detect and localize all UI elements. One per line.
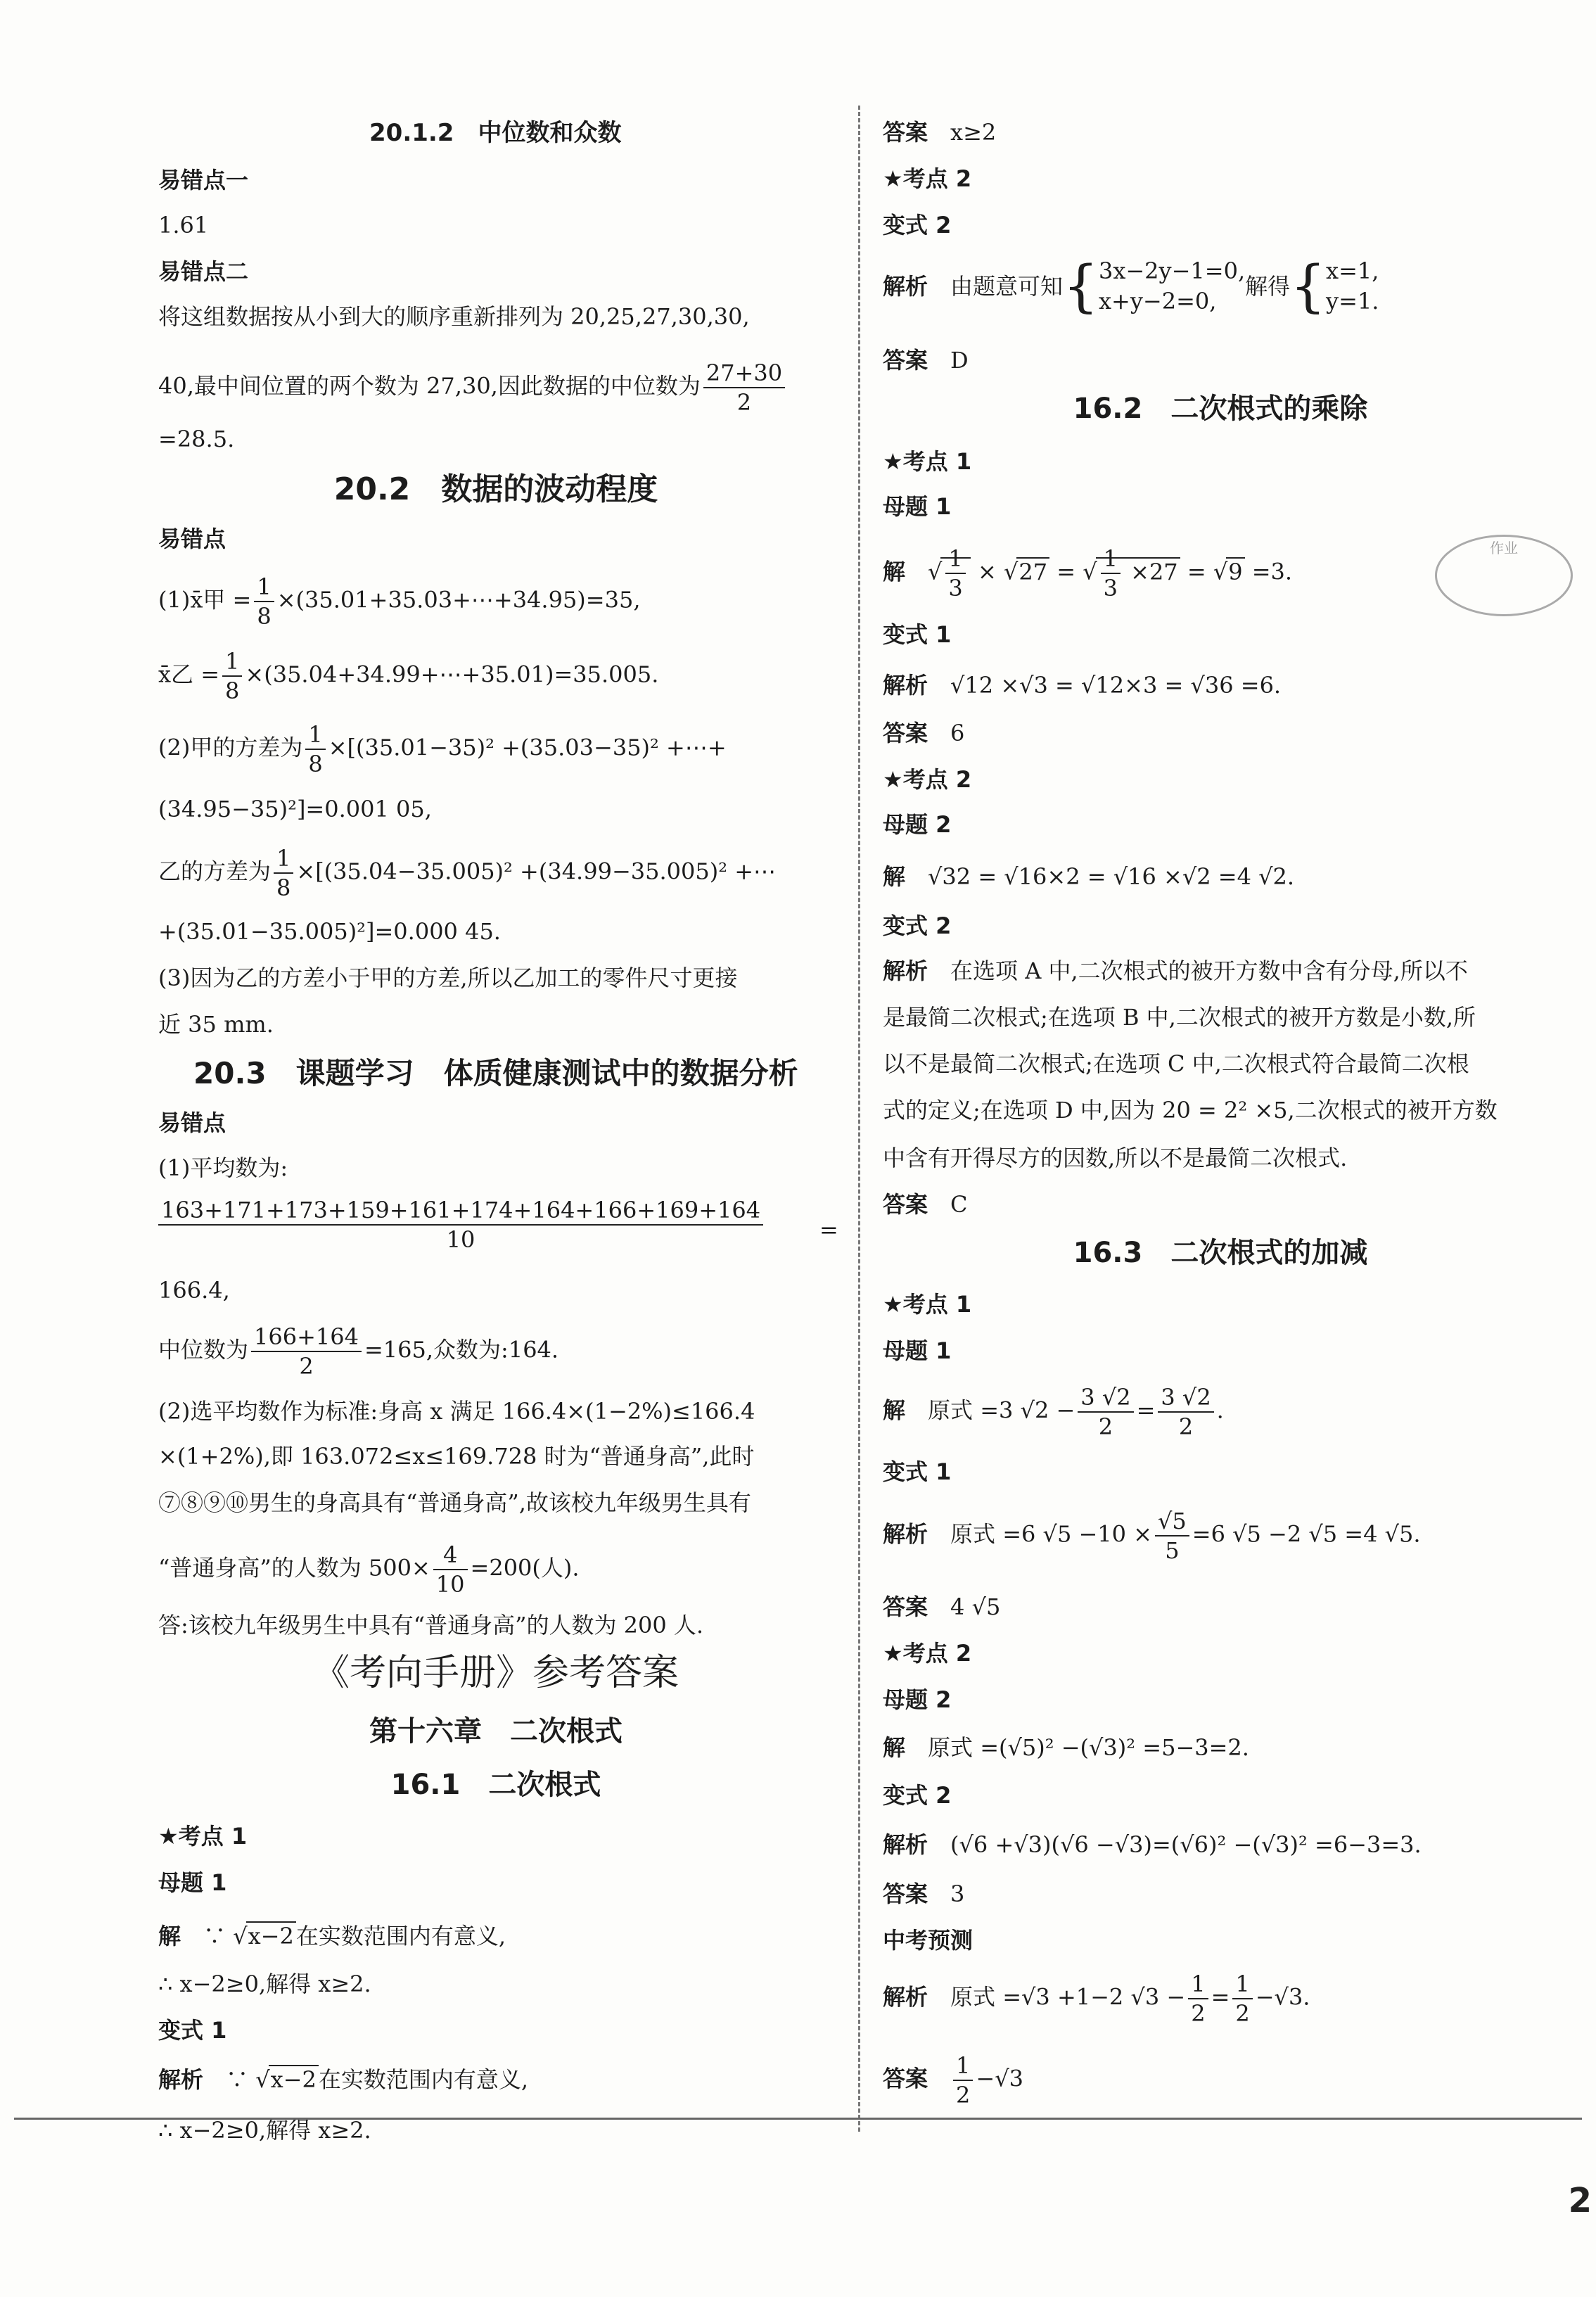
paragraph-line: 将这组数据按从小到大的顺序重新排列为 20,25,27,30,30, — [158, 303, 750, 330]
equals-sign: = — [819, 1216, 838, 1243]
section-heading: 20.1.2 中位数和众数 — [369, 119, 622, 147]
label: 中考预测 — [883, 1927, 973, 1954]
paragraph-line: =28.5. — [158, 426, 235, 452]
label: 易错点一 — [158, 167, 249, 193]
section-heading: 16.1 二次根式 — [390, 1769, 601, 1801]
solution-line: 解析 原式 =6 √5 −10 × $\frac{√5}{5}$ =6 √5 −2 √5 =4 √5. — [883, 1508, 1421, 1564]
solution-line: 解 √ $\frac{1}{3}$ × √27 = √ $\frac{1}{3}$ ×27 = √9 =3. — [883, 545, 1293, 602]
bottom-rule — [14, 2118, 1582, 2120]
solution-line: ∴ x−2≥0,解得 x≥2. — [158, 2117, 371, 2144]
solution-line: 解析 √12 ×√3 = √12×3 = √36 =6. — [883, 672, 1282, 699]
fraction: $\frac{27+30}{2}$ — [703, 359, 785, 416]
answer-line: 答案 x≥2 — [883, 119, 997, 146]
label: 母题 2 — [883, 1686, 952, 1713]
paragraph-line: 式的定义;在选项 D 中,因为 20 = 2² ×5,二次根式的被开方数 — [883, 1097, 1498, 1124]
paragraph-line: (1)平均数为: — [158, 1154, 288, 1181]
label: 易错点 — [158, 526, 226, 552]
answer-line: 答案 6 — [883, 720, 965, 746]
label: 变式 1 — [883, 621, 952, 648]
label: ★考点 1 — [883, 448, 972, 475]
label: ★考点 2 — [883, 165, 972, 192]
paragraph-line: ⑦⑧⑨⑩男生的身高具有“普通身高”,故该校九年级男生具有 — [158, 1489, 751, 1516]
label: ★考点 2 — [883, 1640, 972, 1667]
answer-line: 答案 4 √5 — [883, 1593, 1001, 1620]
section-heading: 16.2 二次根式的乘除 — [1073, 393, 1368, 425]
paragraph-line: 以不是最简二次根式;在选项 C 中,二次根式符合最简二次根 — [883, 1050, 1469, 1077]
paragraph-line: 是最简二次根式;在选项 B 中,二次根式的被开方数是小数,所 — [883, 1004, 1476, 1031]
paragraph-line: 近 35 mm. — [158, 1011, 274, 1038]
section-heading: 20.2 数据的波动程度 — [333, 471, 658, 507]
label: ★考点 2 — [883, 766, 972, 793]
paragraph-line: 166.4, — [158, 1277, 230, 1304]
solution-line: 解 √32 = √16×2 = √16 ×√2 =4 √2. — [883, 863, 1295, 890]
label: 母题 1 — [158, 1869, 227, 1896]
solution-line: 解析 在选项 A 中,二次根式的被开方数中含有分母,所以不 — [883, 957, 1468, 984]
formula-line: (1)x̄甲 = $\frac{1}{8}$ ×(35.01+35.03+⋯+34.95)=35, — [158, 573, 641, 630]
answer-line: 答案 C — [883, 1191, 968, 1218]
chapter-title: 第十六章 二次根式 — [369, 1715, 623, 1748]
paragraph-line: 40,最中间位置的两个数为 27,30,因此数据的中位数为 $\frac{27+30}{2}$ — [158, 359, 788, 416]
solution-line: 解 ∵ √x−2在实数范围内有意义, — [158, 1923, 506, 1949]
solution-line: 解析 由题意可知{ 3x−2y−1=0, x+y−2=0, 解得{ x=1, y=1. — [883, 253, 1379, 319]
solution-line: 解 原式 =3 √2 − $\frac{3 √2}{2}$ = $\frac{3 √2}{2}$ . — [883, 1384, 1224, 1440]
label: 易错点 — [158, 1109, 226, 1136]
label: 母题 1 — [883, 1337, 952, 1364]
answer-text: 1.61 — [158, 212, 209, 238]
handbook-title: 《考向手册》参考答案 — [312, 1652, 679, 1694]
label: 易错点二 — [158, 258, 249, 285]
solution-line: 解析 (√6 +√3)(√6 −√3)=(√6)² −(√3)² =6−3=3. — [883, 1831, 1422, 1858]
solution-line: 解析 原式 =√3 +1−2 √3 − $\frac{1}{2}$ = $\frac{1}{2}$ −√3. — [883, 1971, 1310, 2027]
label: 变式 1 — [158, 2017, 227, 2044]
label: 变式 2 — [883, 912, 952, 939]
label: 变式 1 — [883, 1458, 952, 1485]
paragraph-line: ×(1+2%),即 163.072≤x≤169.728 时为“普通身高”,此时 — [158, 1443, 755, 1470]
solution-line: ∴ x−2≥0,解得 x≥2. — [158, 1971, 371, 1997]
formula-line: +(35.01−35.005)²]=0.000 45. — [158, 918, 501, 945]
label: 变式 2 — [883, 212, 952, 238]
solution-line: 解 原式 =(√5)² −(√3)² =5−3=2. — [883, 1734, 1249, 1761]
label: 变式 2 — [883, 1782, 952, 1809]
paragraph-line: 答:该校九年级男生中具有“普通身高”的人数为 200 人. — [158, 1612, 704, 1639]
solution-line: 解析 ∵ √x−2在实数范围内有意义, — [158, 2066, 529, 2093]
formula-line: $\frac{163+171+173+159+161+174+164+166+169+164}{10}$ — [158, 1196, 763, 1254]
answer-line: 答案 D — [883, 347, 969, 374]
formula-line: 中位数为 $\frac{166+164}{2}$ =165,众数为:164. — [158, 1323, 559, 1380]
column-divider — [858, 106, 860, 2132]
formula-line: “普通身高”的人数为 500× $\frac{4}{10}$ =200(人). — [158, 1541, 580, 1598]
paragraph-line: (3)因为乙的方差小于甲的方差,所以乙加工的零件尺寸更接 — [158, 965, 738, 991]
formula-line: x̄乙 = $\frac{1}{8}$ ×(35.04+34.99+⋯+35.01)=35.005. — [158, 648, 659, 704]
label: ★考点 1 — [158, 1823, 248, 1850]
page-number: 2 — [1568, 2181, 1592, 2220]
formula-line: (2)甲的方差为 $\frac{1}{8}$ ×[(35.01−35)² +(35.03−35)² +⋯+ — [158, 721, 727, 777]
formula-line: (34.95−35)²]=0.001 05, — [158, 796, 432, 822]
label: ★考点 1 — [883, 1291, 972, 1318]
label: 母题 2 — [883, 811, 952, 838]
answer-line: 答案 3 — [883, 1881, 965, 1907]
label: 母题 1 — [883, 493, 952, 520]
stamp-logo: 作业 — [1435, 535, 1573, 616]
section-heading: 16.3 二次根式的加减 — [1073, 1237, 1368, 1269]
formula-line: 乙的方差为 $\frac{1}{8}$ ×[(35.04−35.005)² +(34.99−35.005)² +⋯ — [158, 845, 777, 901]
section-heading: 20.3 课题学习 体质健康测试中的数据分析 — [193, 1056, 798, 1090]
paragraph-line: (2)选平均数作为标准:身高 x 满足 166.4×(1−2%)≤166.4 — [158, 1398, 755, 1425]
paragraph-line: 中含有开得尽方的因数,所以不是最简二次根式. — [883, 1145, 1348, 1171]
answer-line: 答案 $\frac{1}{2}$ −√3 — [883, 2052, 1023, 2108]
